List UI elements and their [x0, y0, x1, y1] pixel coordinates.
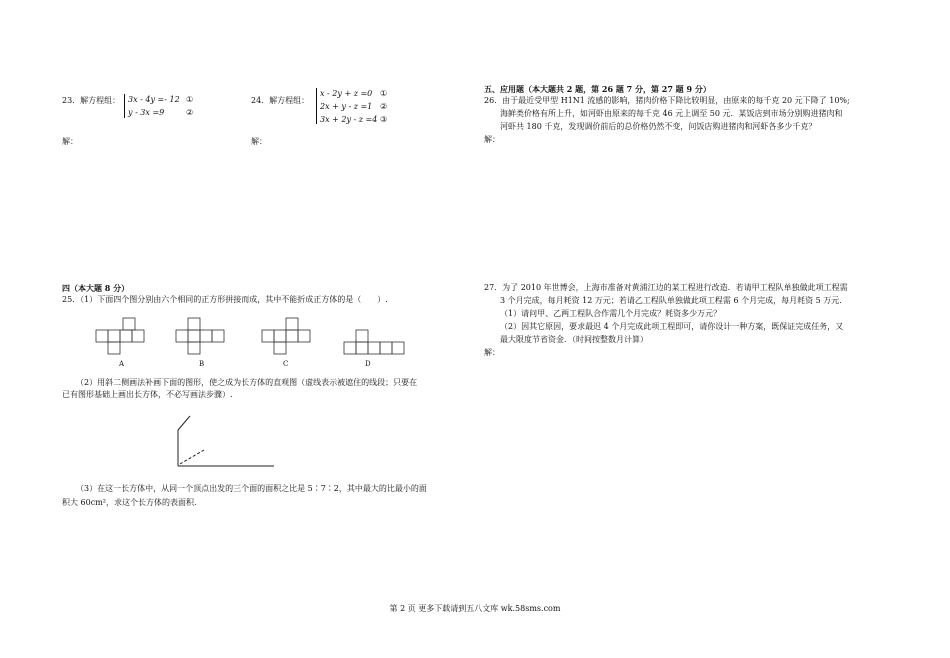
q24-equation-1: x - 2y + z =0: [320, 89, 373, 98]
q24-equation-2: 2x + y - z =1: [320, 102, 373, 111]
q24-equation-3: 3x + 2y - z =4: [320, 115, 378, 124]
page-footer: 第 2 页 更多下载请到五八文库 wk.58sms.com: [389, 604, 561, 613]
net-d-figure: [344, 330, 404, 354]
q25-part3-line2: 积大 60cm²，求这个长方体的表面积.: [62, 498, 197, 507]
q27-line2: 3 个月完成，每月耗资 12 万元；若请乙工程队单独做此项工程需 6 个月完成，每月耗资 5 万元.: [500, 296, 842, 305]
q24-mark-3: ③: [380, 115, 388, 124]
q24-mark-2: ②: [380, 102, 388, 111]
q27-line3: （1）请问甲、乙两工程队合作需几个月完成？耗资多少万元？: [500, 309, 722, 318]
q26-line2: 海鲜类价格有所上升，如河虾由原来的每千克 46 元上调至 50 元．某饭店到市场分别购进猪肉和: [500, 109, 843, 118]
q23-label: 23．解方程组：: [62, 96, 121, 105]
q23-equation-2: y - 3x =9: [128, 108, 165, 117]
q23-answer: 解：: [62, 137, 78, 146]
q26-answer: 解：: [484, 135, 500, 144]
section4-heading: 四（本大题 8 分）: [62, 283, 130, 293]
q23-mark-2: ②: [186, 108, 194, 117]
q25-part1: 25．（1）下面四个图分别由六个相同的正方形拼接而成，其中不能折成正方体的是（ ）.: [62, 295, 388, 304]
q25-part2-line1: （2）用斜二侧画法补画下面的图形，使之成为长方体的直观图（虚线表示被遮住的线段；只要在: [76, 378, 418, 387]
cuboid-partial-drawing: [170, 410, 290, 472]
net-label-c: C: [283, 360, 289, 368]
q23-mark-1: ①: [186, 95, 194, 104]
q24-mark-1: ①: [380, 89, 388, 98]
net-b-figure: [176, 318, 224, 354]
q24-brace: [316, 88, 317, 124]
cube-nets-figure: [90, 312, 430, 374]
net-label-a: A: [119, 360, 125, 368]
q27-line5: 最大限度节省资金．（时间按整数月计算）: [500, 335, 648, 344]
q23-equation-1: 3x - 4y =- 12: [128, 95, 180, 104]
net-label-b: B: [199, 360, 205, 368]
q26-line1: 26．由于最近受甲型 H1N1 流感的影响，猪肉价格下降比较明显，由原来的每千克 20 元下降了 10%;: [484, 96, 850, 105]
q25-part3-line1: （3）在这一长方体中，从同一个顶点出发的三个面的面积之比是 5∶7∶2，其中最大的比最小的面: [76, 484, 427, 493]
q27-line1: 27．为了 2010 年世博会，上海市准备对黄浦江边的某工程进行改造．若请甲工程队单独做此项工程需: [484, 283, 848, 292]
net-c-figure: [262, 318, 310, 354]
q27-answer: 解：: [484, 348, 500, 357]
net-a-figure: [96, 318, 144, 354]
q25-part2-line2: 已有图形基础上画出长方体，不必写画法步骤）.: [62, 390, 233, 399]
q23-brace: [124, 94, 125, 118]
net-label-d: D: [365, 360, 371, 368]
q24-label: 24．解方程组：: [251, 96, 310, 105]
q24-answer: 解：: [251, 137, 267, 146]
q26-line3: 河虾共 180 千克，发现调价前后的总价格仍然不变，问饭店购进猪肉和河虾各多少千克？: [500, 122, 817, 131]
section5-heading: 五、应用题（本大题共 2 题，第 26 题 7 分，第 27 题 9 分）: [484, 84, 711, 94]
q27-line4: （2）因其它原因，要求最迟 4 个月完成此项工程即可，请你设计一种方案，既保证完成任务，又: [500, 322, 844, 331]
